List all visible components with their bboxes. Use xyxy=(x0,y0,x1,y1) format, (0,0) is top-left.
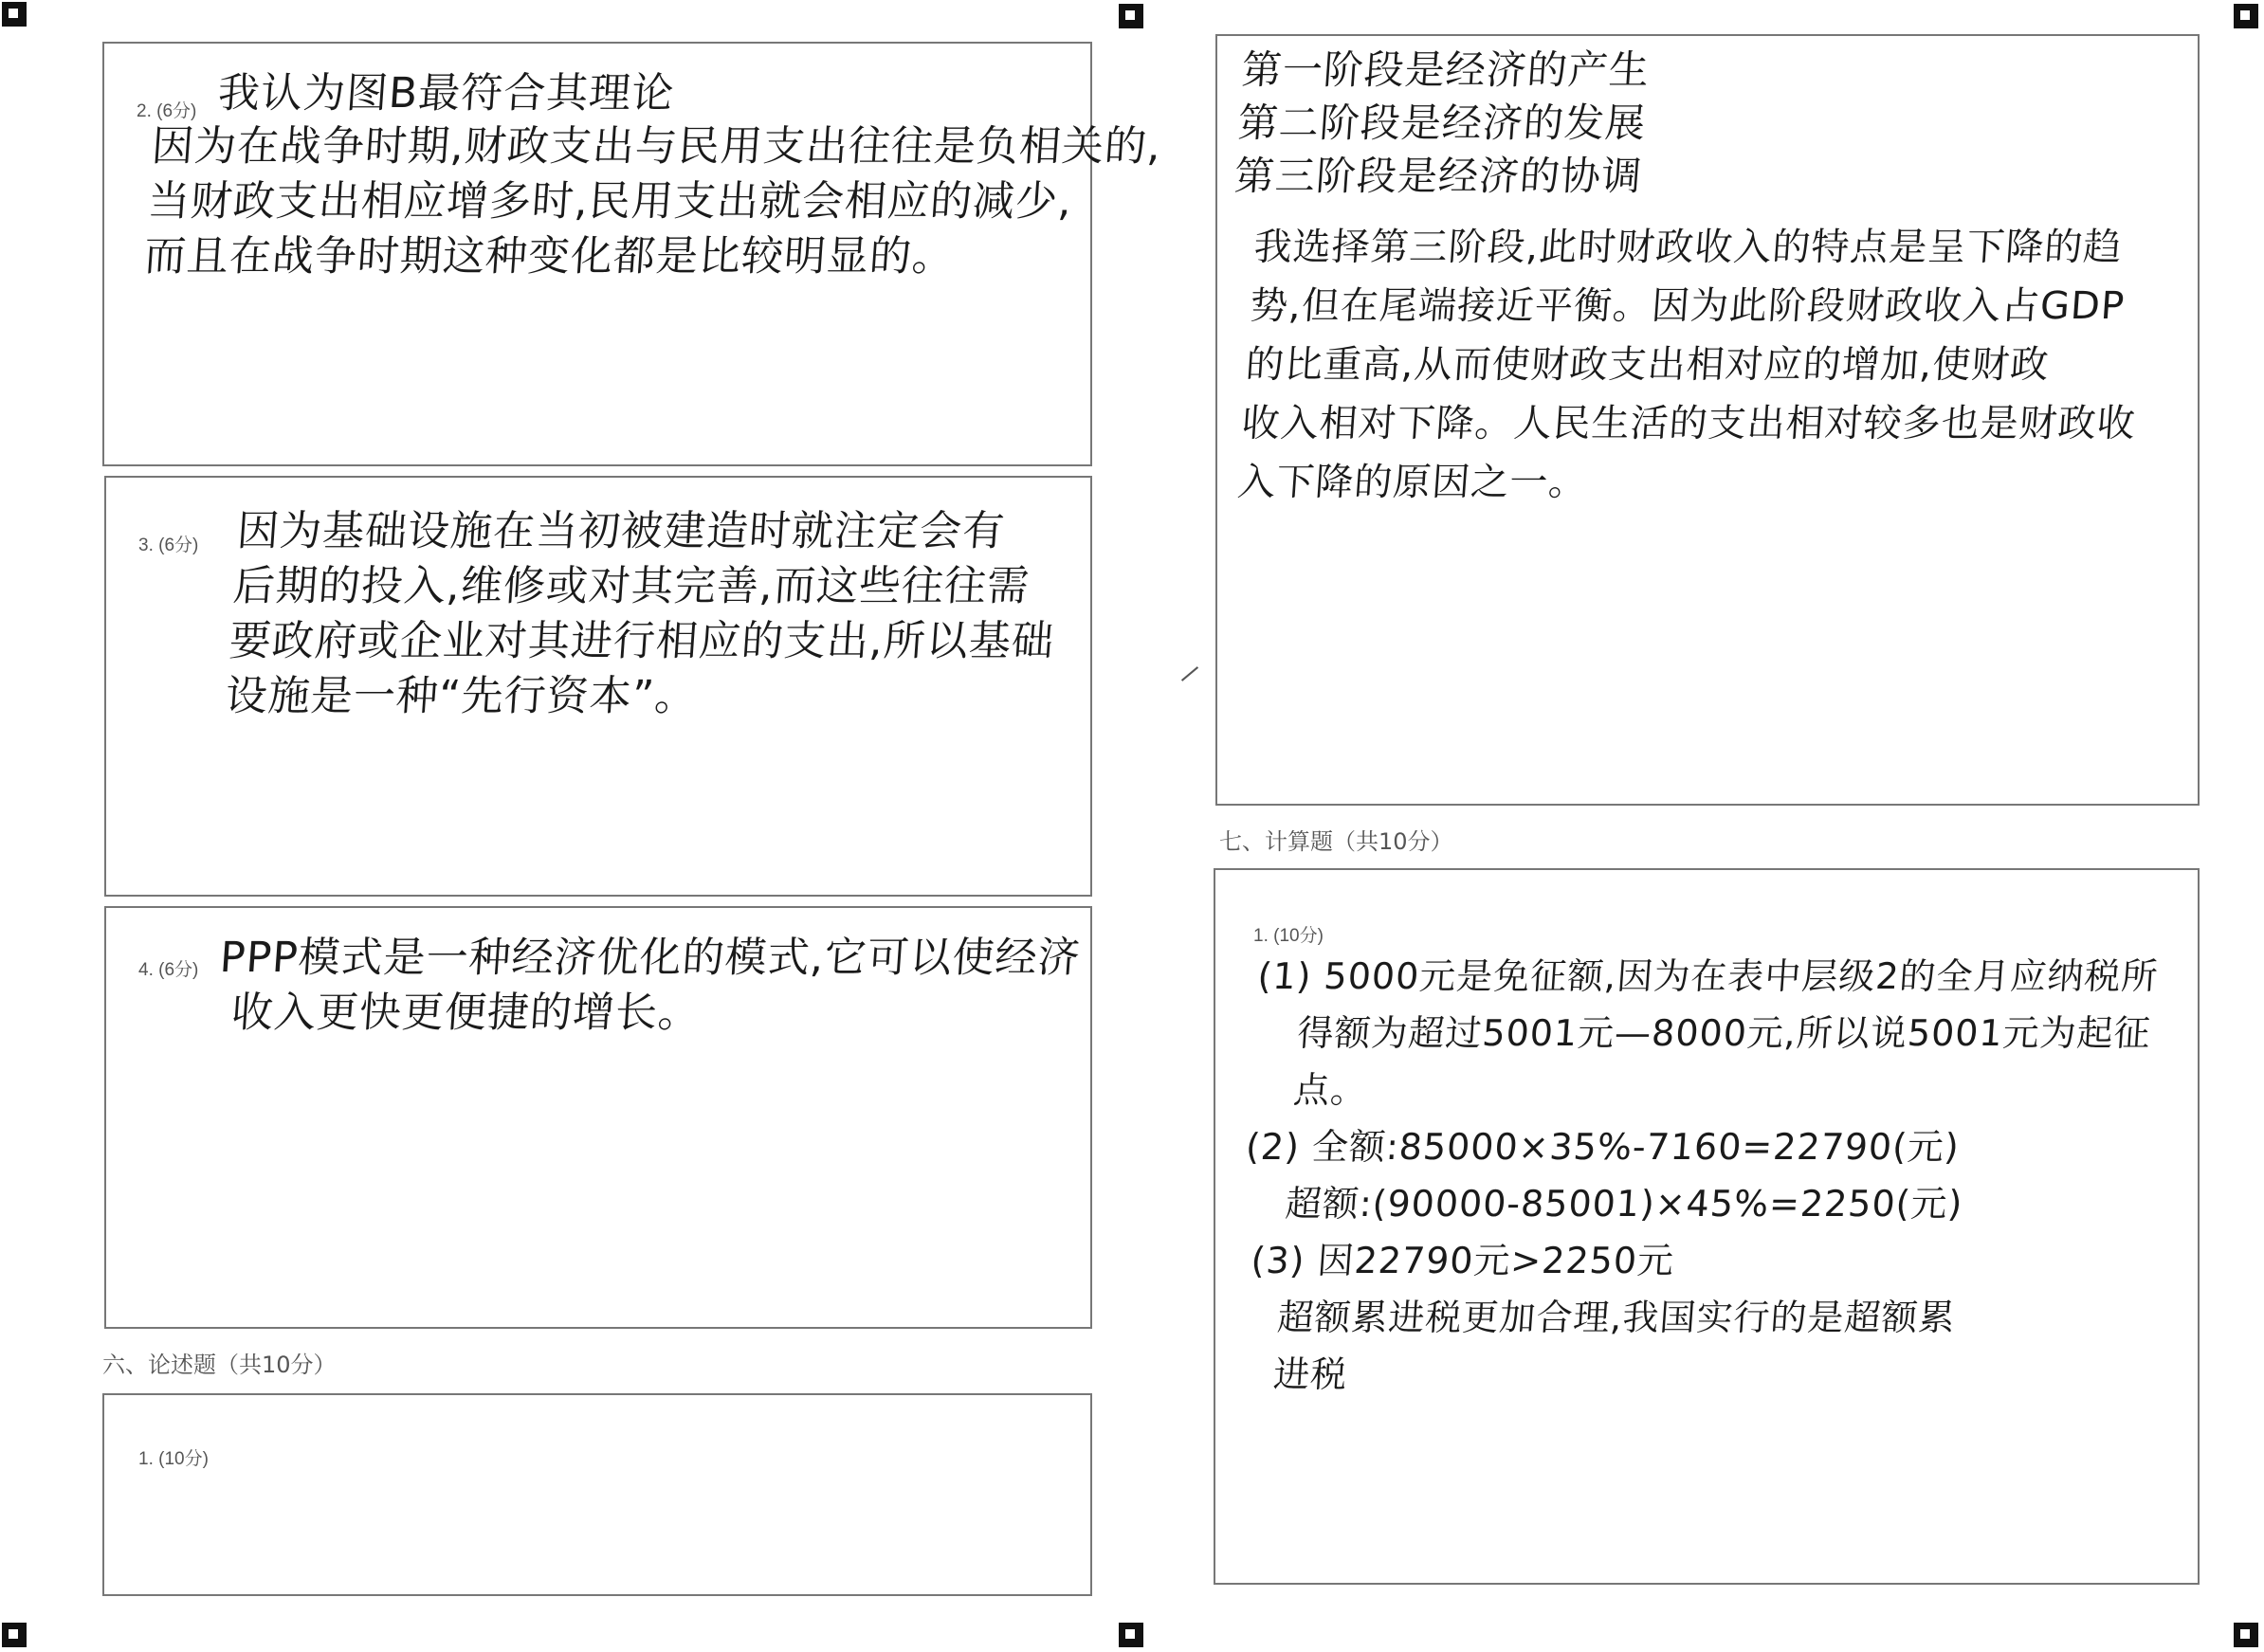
question-number: 1. (10分) xyxy=(138,1449,209,1469)
answer-line: 的比重高,从而使财政支出相对应的增加,使财政 xyxy=(1244,343,2052,387)
answer-line: 因为在战争时期,财政支出与民用支出往往是负相关的, xyxy=(150,122,1163,171)
question-number: 1. (10分) xyxy=(1253,926,1324,946)
handwritten-answer xyxy=(142,119,1163,284)
answer-line: 点。 xyxy=(1291,1069,1369,1111)
answer-line: (3) 因22790元>2250元 xyxy=(1250,1240,1676,1281)
handwritten-answer xyxy=(1228,948,2160,1403)
stray-pen-mark xyxy=(1181,666,1198,681)
question-number: 3. (6分) xyxy=(138,536,199,555)
answer-line: 势,但在尾端接近平衡。因为此阶段财政收入占GDP xyxy=(1248,284,2127,328)
section-title-essay: 六、论述题（共10分） xyxy=(102,1352,337,1378)
registration-marker-bottom-right xyxy=(2234,1623,2258,1647)
answer-box-essay-continued[interactable] xyxy=(1215,34,2200,806)
answer-line: 因为基础设施在当初被建造时就注定会有 xyxy=(235,507,1007,555)
answer-box-q2[interactable] xyxy=(102,42,1163,466)
answer-line: (2) 全额:85000×35%-7160=22790(元) xyxy=(1244,1126,1962,1168)
answer-line: 后期的投入,维修或对其完善,而这些往往需 xyxy=(231,562,1032,610)
answer-line: (1) 5000元是免征额,因为在表中层级2的全月应纳税所 xyxy=(1256,955,2161,997)
registration-marker-top-right xyxy=(2234,4,2258,28)
answer-line: 要政府或企业对其进行相应的支出,所以基础 xyxy=(228,617,1056,665)
answer-line: 第一阶段是经济的产生 xyxy=(1240,46,1652,93)
handwritten-answer xyxy=(1232,44,1652,203)
answer-line: 第二阶段是经济的发展 xyxy=(1236,100,1648,146)
answer-line: PPP模式是一种经济优化的模式,它可以使经济 xyxy=(218,934,1083,982)
answer-line: 而且在战争时期这种变化都是比较明显的。 xyxy=(142,232,957,281)
registration-marker-bottom-left xyxy=(2,1623,27,1647)
registration-marker-top-left xyxy=(2,2,27,27)
answer-line: 得额为超过5001元—8000元,所以说5001元为起征 xyxy=(1295,1012,2153,1054)
answer-box-calc-q1[interactable] xyxy=(1214,868,2200,1585)
handwritten-answer xyxy=(1235,218,2150,512)
answer-line: 收入相对下降。人民生活的支出相对较多也是财政收 xyxy=(1240,402,2138,445)
answer-line: 设施是一种“先行资本”。 xyxy=(224,672,700,720)
question-number: 4. (6分) xyxy=(138,960,199,980)
answer-line: 我选择第三阶段,此时财政收入的特点是呈下降的趋 xyxy=(1252,226,2124,269)
handwritten-answer xyxy=(216,66,676,121)
answer-line: 我认为图B最符合其理论 xyxy=(216,69,677,118)
answer-box-essay-q1[interactable] xyxy=(102,1393,1092,1596)
question-number: 2. (6分) xyxy=(137,101,197,121)
answer-line: 入下降的原因之一。 xyxy=(1235,461,1589,504)
section-title-calculation: 七、计算题（共10分） xyxy=(1219,828,1453,855)
answer-line: 进税 xyxy=(1271,1353,1349,1395)
right-page xyxy=(1132,0,2264,1652)
answer-line: 超额累进税更加合理,我国实行的是超额累 xyxy=(1275,1297,1958,1338)
answer-line: 当财政支出相应增多时,民用支出就会相应的减少, xyxy=(146,177,1074,226)
handwritten-answer xyxy=(224,504,1064,724)
answer-line: 第三阶段是经济的协调 xyxy=(1232,153,1644,199)
answer-line: 超额:(90000-85001)×45%=2250(元) xyxy=(1284,1183,1964,1225)
answer-box-q3[interactable] xyxy=(104,476,1092,897)
answer-line: 收入更快更便捷的增长。 xyxy=(229,989,703,1037)
handwritten-answer xyxy=(214,931,1083,1041)
answer-box-q4[interactable] xyxy=(104,906,1092,1329)
